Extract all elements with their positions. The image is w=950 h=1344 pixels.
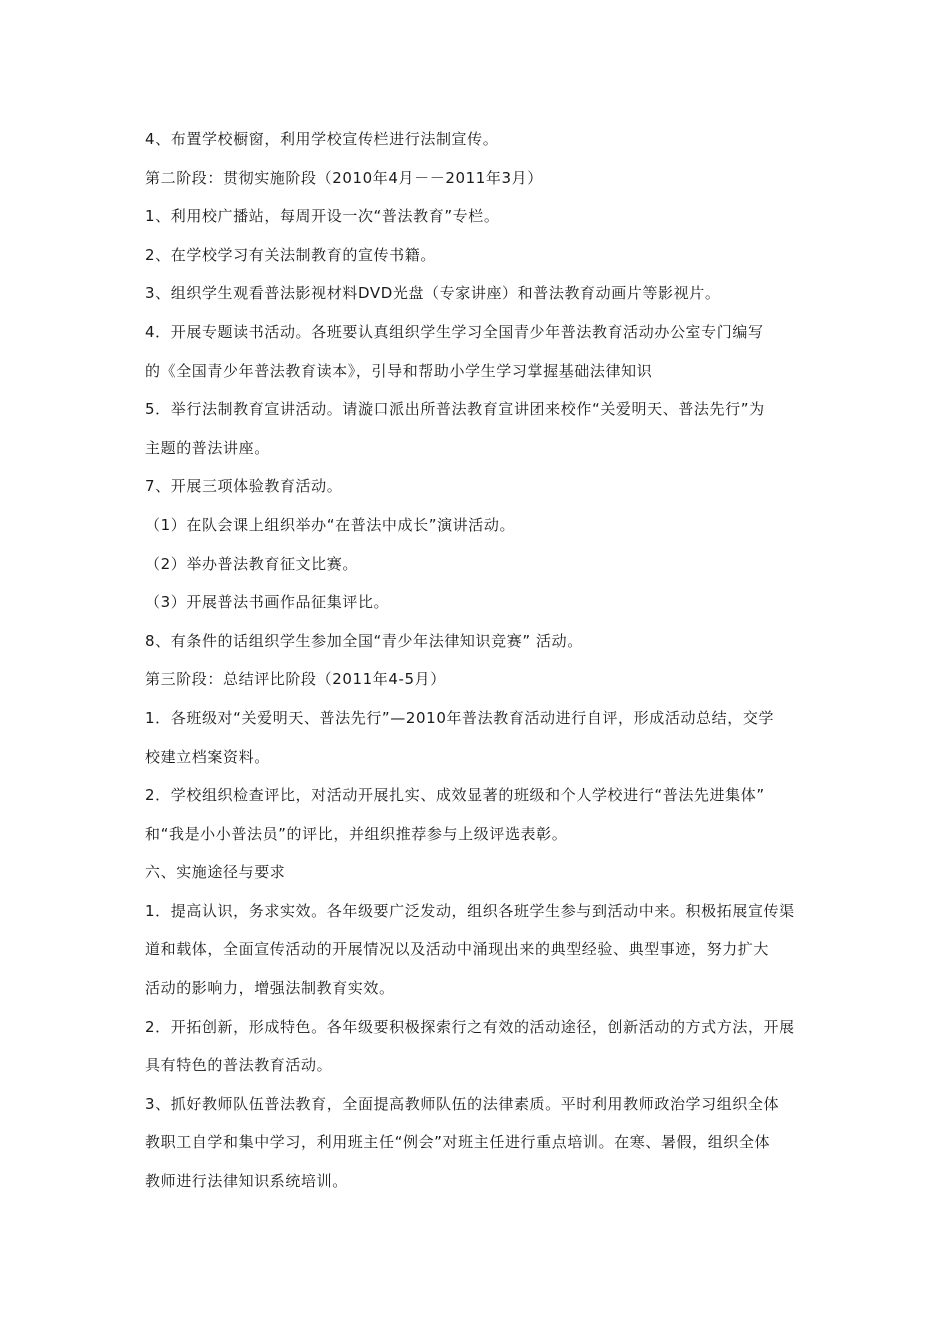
document-body [145, 120, 810, 1201]
text-line: 的《全国青少年普法教育读本》，引导和帮助小学生学习掌握基础法律知识 [145, 361, 653, 380]
text-line: 1．各班级对“关爱明天、普法先行”—2010年普法教育活动进行自评，形成活动总结，交学 [145, 708, 775, 727]
sub-item: （2）举办普法教育征文比赛。 [145, 554, 358, 573]
text-line: 2．学校组织检查评比，对活动开展扎实、成效显著的班级和个人学校进行“普法先进集体” [145, 786, 765, 805]
section-heading: 第二阶段：贯彻实施阶段（2010年4月－－2011年3月） [145, 168, 543, 187]
text-line: 主题的普法讲座。 [145, 438, 270, 457]
text-line: 5．举行法制教育宣讲活动。请漩口派出所普法教育宣讲团来校作“关爱明天、普法先行”为 [145, 400, 765, 419]
text-line: 教职工自学和集中学习，利用班主任“例会”对班主任进行重点培训。在寒、暑假，组织全体 [145, 1133, 771, 1152]
text-line: 3、组织学生观看普法影视材料DVD光盘（专家讲座）和普法教育动画片等影视片。 [145, 284, 721, 303]
text-line: 和“我是小小普法员”的评比，并组织推荐参与上级评选表彰。 [145, 824, 568, 843]
text-line: 4．开展专题读书活动。各班要认真组织学生学习全国青少年普法教育活动办公室专门编写 [145, 322, 764, 341]
section-heading: 第三阶段：总结评比阶段（2011年4-5月） [145, 670, 446, 689]
text-line: 2、在学校学习有关法制教育的宣传书籍。 [145, 245, 436, 264]
text-line: 4、布置学校橱窗，利用学校宣传栏进行法制宣传。 [145, 130, 499, 148]
text-line: 教师进行法律知识系统培训。 [145, 1172, 348, 1191]
text-line: 活动的影响力，增强法制教育实效。 [145, 979, 395, 998]
text-line: 2．开拓创新，形成特色。各年级要积极探索行之有效的活动途径，创新活动的方式方法，开展 [145, 1017, 795, 1036]
sub-item: （3）开展普法书画作品征集评比。 [145, 593, 390, 612]
section-heading: 六、实施途径与要求 [145, 863, 286, 882]
sub-item: （1）在队会课上组织举办“在普法中成长”演讲活动。 [145, 515, 516, 534]
text-line: 8、有条件的话组织学生参加全国“青少年法律知识竞赛” 活动。 [145, 631, 583, 650]
text-line: 7、开展三项体验教育活动。 [145, 477, 343, 496]
text-line: 具有特色的普法教育活动。 [145, 1056, 333, 1075]
text-line: 道和载体，全面宣传活动的开展情况以及活动中涌现出来的典型经验、典型事迹，努力扩大 [145, 940, 770, 959]
text-line: 1、利用校广播站，每周开设一次“普法教育”专栏。 [145, 207, 500, 226]
text-line: 校建立档案资料。 [145, 747, 270, 766]
text-line: 3、抓好教师队伍普法教育，全面提高教师队伍的法律素质。平时利用教师政治学习组织全体 [145, 1094, 780, 1113]
text-line: 1．提高认识，务求实效。各年级要广泛发动，组织各班学生参与到活动中来。积极拓展宣传渠 [145, 901, 795, 920]
